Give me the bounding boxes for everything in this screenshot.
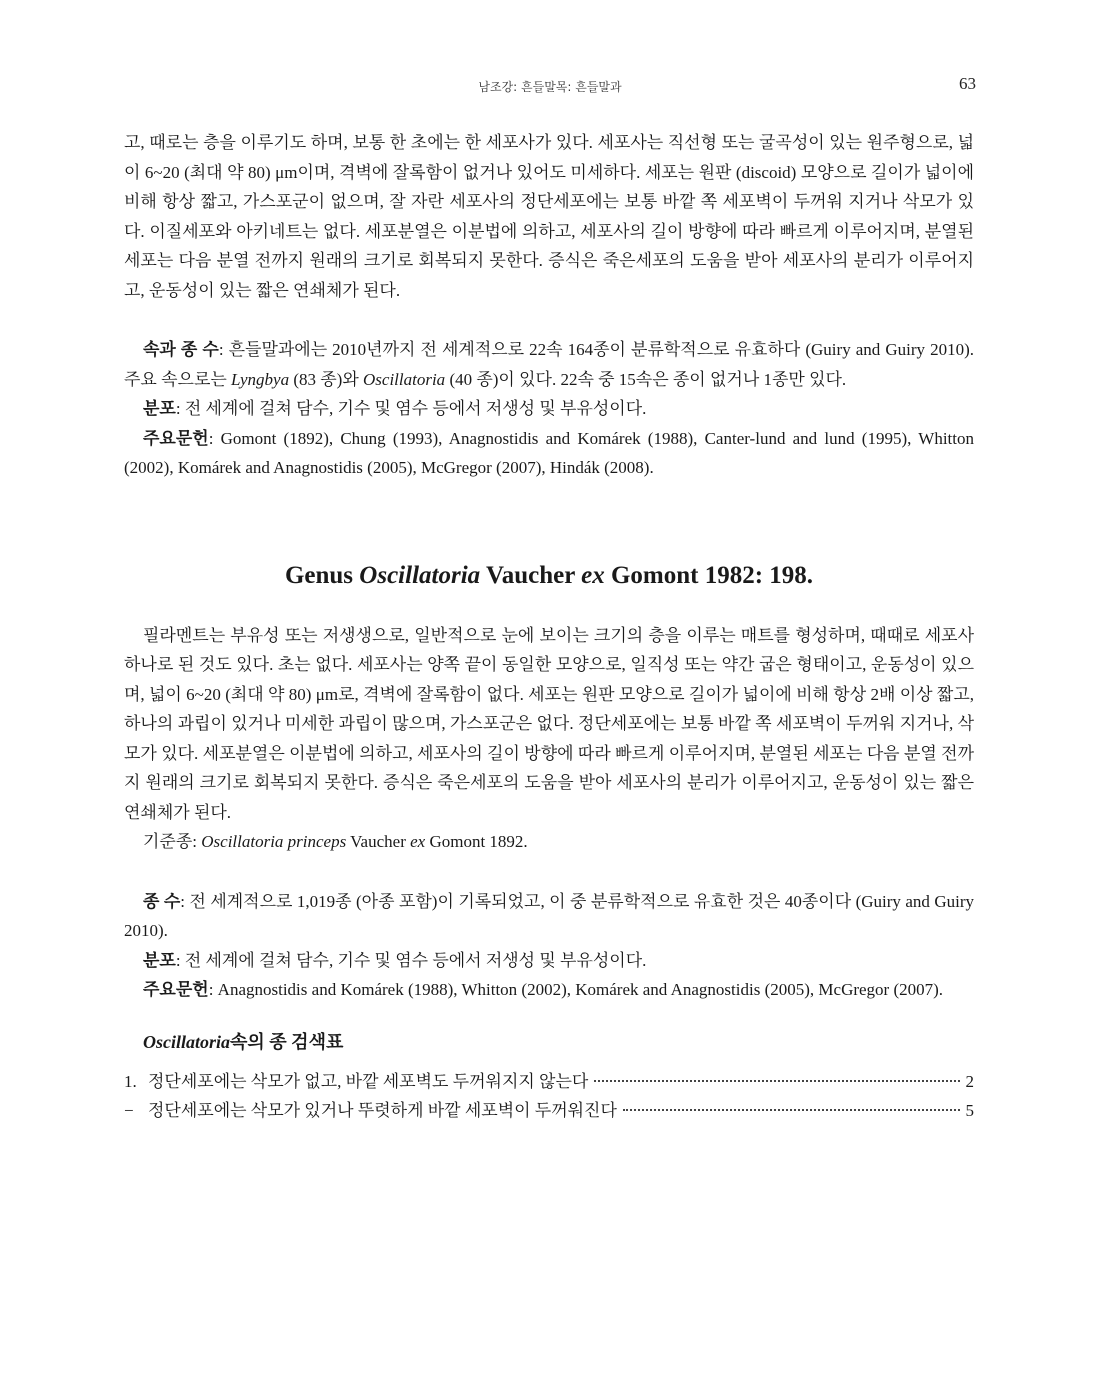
genera-count-label: 속과 종 수 [143,340,219,359]
key-entry [124,1067,974,1097]
genus-description: 필라멘트는 부유성 또는 저생생으로, 일반적으로 눈에 보이는 크기의 층을 이루는 매트를 형성하며, 때때로 세포사 하나로 된 것도 있다. 초는 없다. 세포사는 양쪽 끝이 동일한 모양으로, 일직성 또는 약간 굽은 형태이고, 운동성이 있으며, 넓이 6~20 (최대 약 80) μm로, 격벽에 잘록함이 없다. 세포는 원판 모양으로 길이가 넓이에 비해 항상 2배 이상 짧고, 하나의 과립이 있거나 미세한 과립이 많으며, 가스포군은 없다. 정단세포에는 보통 바깥 쪽 세포벽이 두꺼워 지거나, 삭모가 있다. 세포분열은 이분법에 의하고, 세포사의 길이 방향에 따라 빠르게 이루어지며, 분열된 세포는 다음 분열 전까지 원래의 크기로 회복되지 못한다. 증식은 죽은세포의 도움을 받아 세포사의 분리가 이루어지고, 운동성이 있는 짧은 연쇄체가 된다. [124,625,974,822]
page-number: 63 [959,74,976,93]
intro-paragraph: 고, 때로는 층을 이루기도 하며, 보통 한 초에는 한 세포사가 있다. 세포사는 직선형 또는 굴곡성이 있는 원주형으로, 넓이 6~20 (최대 약 80) μm이며, 격벽에 잘록함이 없거나 있어도 미세하다. 세포는 원판 (discoid) 모양으로 길이가 넓이에 비해 항상 짧고, 가스포군이 없으며, 잘 자란 세포사의 정단세포에는 보통 바깥 쪽 세포벽이 두꺼워 지거나 삭모가 있다. 이질세포와 아키네트는 없다. 세포분열은 이분법에 의하고, 세포사의 길이 방향에 따라 빠르게 이루어지며, 분열된 세포는 다음 분열 전까지 원래의 크기로 회복되지 못한다. 증식은 죽은세포의 도움을 받아 세포사의 분리가 이루어지고, 운동성이 있는 짧은 연쇄체가 된다. [124,133,974,300]
type-species-name: Oscillatoria princeps [201,832,347,851]
genus-heading-author: Vaucher [480,561,582,589]
genus-heading-citation: Gomont 1982: 198. [604,561,814,589]
genus-heading-name: Oscillatoria [359,561,481,589]
distribution-label: 분포 [143,950,176,970]
type-species-ex: ex [410,832,426,851]
distribution-text: : 전 세계에 걸쳐 담수, 기수 및 염수 등에서 저생성 및 부유성이다. [175,950,647,970]
species-key-title-text: 속의 종 검색표 [230,1031,344,1052]
key-entry-text: 정단세포에는 삭모가 없고, 바깥 세포벽도 두꺼워지지 않는다 [148,1071,589,1091]
genera-count-text: (40 종)이 있다. 22속 중 15속은 종이 없거나 1종만 있다. [445,369,847,389]
page-body [124,128,974,1126]
page-header [124,74,976,98]
genus-distribution [124,946,974,976]
type-species-author: Vaucher [346,832,411,851]
key-entry-number: − [124,1101,134,1120]
family-distribution [124,394,974,424]
key-entry-number: 1. [124,1071,137,1091]
type-species [124,827,974,857]
species-key-genus: Oscillatoria [143,1031,231,1052]
genus-name-lyngbya: Lyngbya [231,369,290,389]
references-text: : Gomont (1892), Chung (1993), Anagnostidis and Komárek (1988), Canter-lund and lund (1995), Whitton (2002), Komárek and Anagnostidis (2005), McGregor (2007), Hindák (2008). [124,428,974,477]
type-species-label: 기준종: [143,832,202,851]
family-references [124,424,974,483]
genus-heading-prefix: Genus [284,561,360,589]
references-text: : Anagnostidis and Komárek (1988), Whitton (2002), Komárek and Anagnostidis (2005), McGregor (2007). [208,980,944,999]
genera-count-text: (83 종)와 [289,369,364,389]
genus-references [124,975,974,1005]
key-entry-text: 정단세포에는 삭모가 있거나 뚜렷하게 바깥 세포벽이 두꺼워진다 [148,1101,617,1120]
key-entry-goto: 2 [965,1071,974,1091]
genus-species-count [124,887,974,946]
key-entry-goto: 5 [965,1101,974,1120]
genera-count-text: : 흔들말과에는 2010년까지 전 세계적으로 22속 164종이 분류학적으로 유효하다 (Guiry and Guiry 2010). 주요 속으로는 [124,340,974,389]
dot-leader [594,1080,959,1082]
species-key-title [124,1027,974,1057]
genus-heading-ex: ex [581,561,605,589]
distribution-text: : 전 세계에 걸쳐 담수, 기수 및 염수 등에서 저생성 및 부유성이다. [175,399,647,418]
genus-name-oscillatoria: Oscillatoria [363,369,446,389]
type-species-citation: Gomont 1892. [425,832,528,851]
species-count-label: 종 수 [143,891,181,911]
references-label: 주요문헌 [143,980,209,999]
family-genera-count [124,335,974,394]
dot-leader [623,1109,960,1111]
genus-heading [124,559,974,593]
key-entry [124,1096,974,1126]
running-head: 남조강: 흔들말목: 흔들말과 [478,80,622,94]
species-count-text: : 전 세계적으로 1,019종 (아종 포함)이 기록되었고, 이 중 분류학적으로 유효한 것은 40종이다 (Guiry and Guiry 2010). [124,891,974,940]
references-label: 주요문헌 [143,428,209,448]
distribution-label: 분포 [143,399,176,418]
